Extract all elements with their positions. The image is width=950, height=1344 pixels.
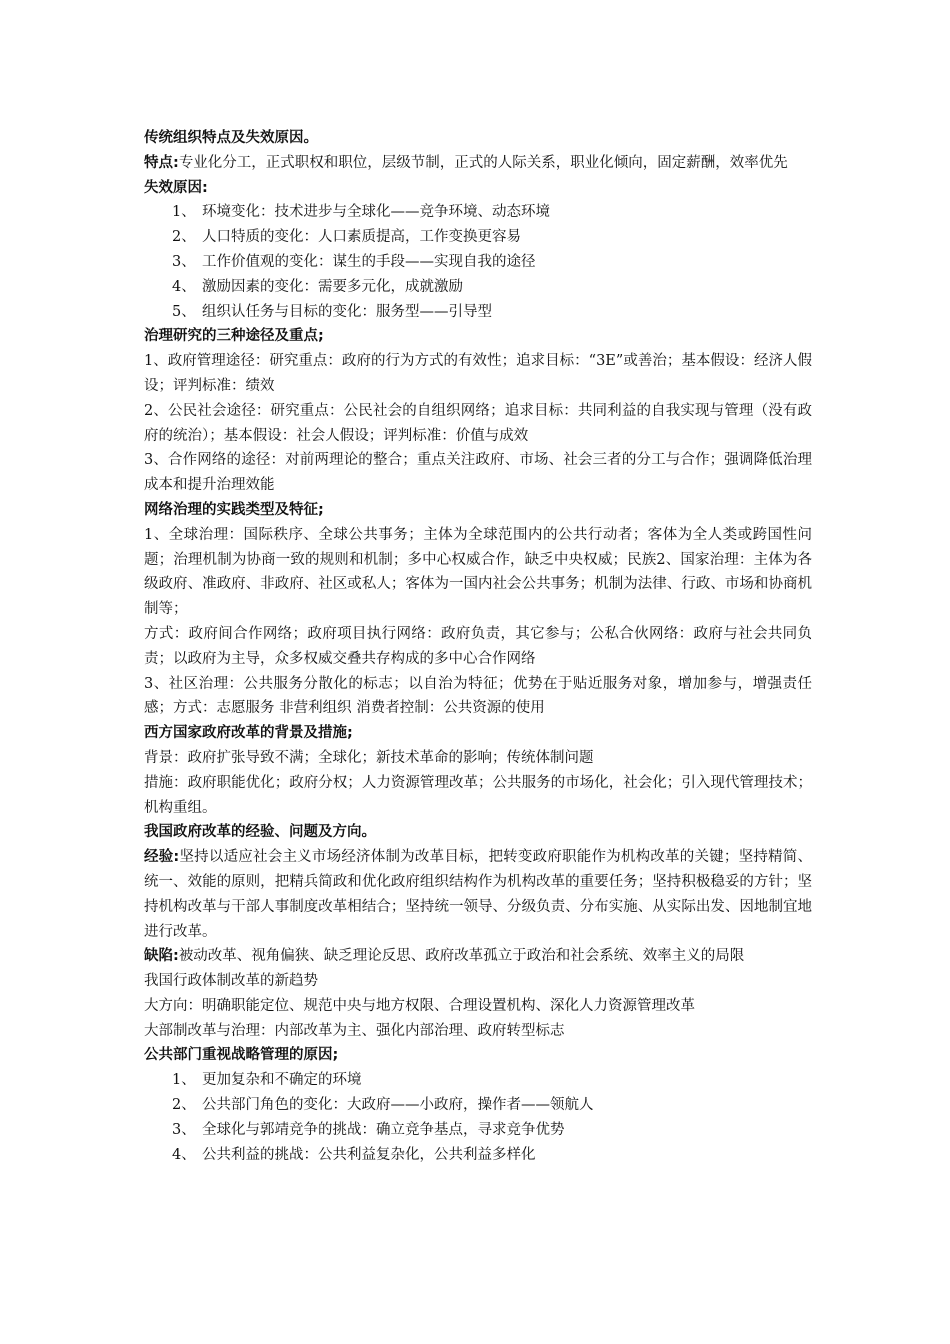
paragraph: 我国行政体制改革的新趋势 [144,973,318,990]
list-item [144,1118,812,1143]
list-number: 3、 [172,1121,196,1138]
list-item [144,1068,812,1093]
paragraph: 3、合作网络的途径：对前两理论的整合；重点关注政府、市场、社会三者的分工与合作；强调降低治理成本和提升治理效能 [144,452,812,494]
list-text: 环境变化：技术进步与全球化——竞争环境、动态环境 [202,204,550,221]
label: 缺陷: [144,948,179,965]
section-heading: 我国政府改革的经验、问题及方向。 [144,824,376,841]
list-item [144,1093,812,1118]
text: 坚持以适应社会主义市场经济体制为改革目标，把转变政府职能作为机构改革的关键；坚持精简、统一、效能的原则，把精兵简政和优化政府组织结构作为机构改革的重要任务；坚持积极稳妥的方针；坚持机构改革与干部人事制度改革相结合；坚持统一领导、分级负责、分布实施、从实际出发、因地制宜地进行改革。 [144,849,812,940]
list-number: 2、 [172,229,196,246]
paragraph: 背景：政府扩张导致不满；全球化；新技术革命的影响；传统体制问题 [144,749,594,766]
paragraph: 1、政府管理途径：研究重点：政府的行为方式的有效性；追求目标：“3E”或善治；基本假设：经济人假设；评判标准：绩效 [144,353,812,394]
list-item [144,250,812,275]
list-number: 5、 [172,303,196,320]
paragraph: 大方向：明确职能定位、规范中央与地方权限、合理设置机构、深化人力资源管理改革 [144,997,695,1014]
text: 被动改革、视角偏狭、缺乏理论反思、政府改革孤立于政治和社会系统、效率主义的局限 [178,948,745,965]
section-heading: 传统组织特点及失效原因。 [144,130,318,146]
list-number: 4、 [172,1146,196,1163]
paragraph: 措施：政府职能优化；政府分权；人力资源管理改革；公共服务的市场化，社会化；引入现代管理技术；机构重组。 [144,774,812,816]
label: 经验: [144,849,180,866]
list-text: 工作价值观的变化：谋生的手段——实现自我的途径 [202,253,536,270]
list-number: 1、 [172,1072,196,1089]
list-item [144,300,812,325]
paragraph [144,151,812,176]
list-item [144,275,812,300]
list-text: 人口特质的变化：人口素质提高，工作变换更容易 [202,229,521,246]
numbered-list [144,200,812,324]
paragraph: 3、社区治理：公共服务分散化的标志；以自治为特征；优势在于贴近服务对象，增加参与，增强责任感；方式：志愿服务 非营利组织 消费者控制：公共资源的使用 [144,675,812,717]
paragraph [144,944,812,969]
paragraph: 大部制改革与治理：内部改革为主、强化内部治理、政府转型标志 [144,1022,565,1039]
list-number: 2、 [172,1097,196,1114]
text: 专业化分工，正式职权和职位，层级节制，正式的人际关系，职业化倾向，固定薪酬，效率优先 [178,154,788,171]
section-heading: 网络治理的实践类型及特征; [144,501,324,518]
list-text: 更加复杂和不确定的环境 [202,1072,362,1089]
list-text: 激励因素的变化：需要多元化，成就激励 [202,278,463,295]
section-heading: 西方国家政府改革的背景及措施; [144,725,353,742]
subheading: 失效原因: [144,179,208,196]
list-text: 组织认任务与目标的变化：服务型——引导型 [202,303,492,320]
list-text: 全球化与郭靖竞争的挑战：确立竞争基点，寻求竞争优势 [202,1121,565,1138]
paragraph: 方式：政府间合作网络；政府项目执行网络：政府负责，其它参与；公私合伙网络：政府与社会共同负责；以政府为主导，众多权威交叠共存构成的多中心合作网络 [144,625,812,667]
list-item [144,225,812,250]
list-text: 公共利益的挑战：公共利益复杂化，公共利益多样化 [202,1146,536,1163]
section-heading: 公共部门重视战略管理的原因; [144,1047,339,1064]
list-number: 4、 [172,278,196,295]
document-page [144,126,812,1167]
paragraph: 2、公民社会途径：研究重点：公民社会的自组织网络；追求目标：共同利益的自我实现与管理（没有政府的统治）；基本假设：社会人假设；评判标准：价值与成效 [144,402,812,444]
numbered-list [144,1068,812,1167]
list-number: 3、 [172,253,196,270]
list-item [144,200,812,225]
list-text: 公共部门角色的变化：大政府——小政府，操作者——领航人 [202,1097,594,1114]
paragraph: 1、全球治理：国际秩序、全球公共事务；主体为全球范围内的公共行动者；客体为全人类或跨国性问题；治理机制为协商一致的规则和机制；多中心权威合作，缺乏中央权威；民族2、国家治理：主体为各级政府、准政府、非政府、社区或私人；客体为一国内社会公共事务；机制为法律、行政、市场和协商机制等； [144,526,812,618]
list-item [144,1143,812,1168]
section-heading: 治理研究的三种途径及重点; [144,328,324,345]
label: 特点: [144,154,179,171]
list-number: 1、 [172,204,196,221]
paragraph [144,845,812,944]
